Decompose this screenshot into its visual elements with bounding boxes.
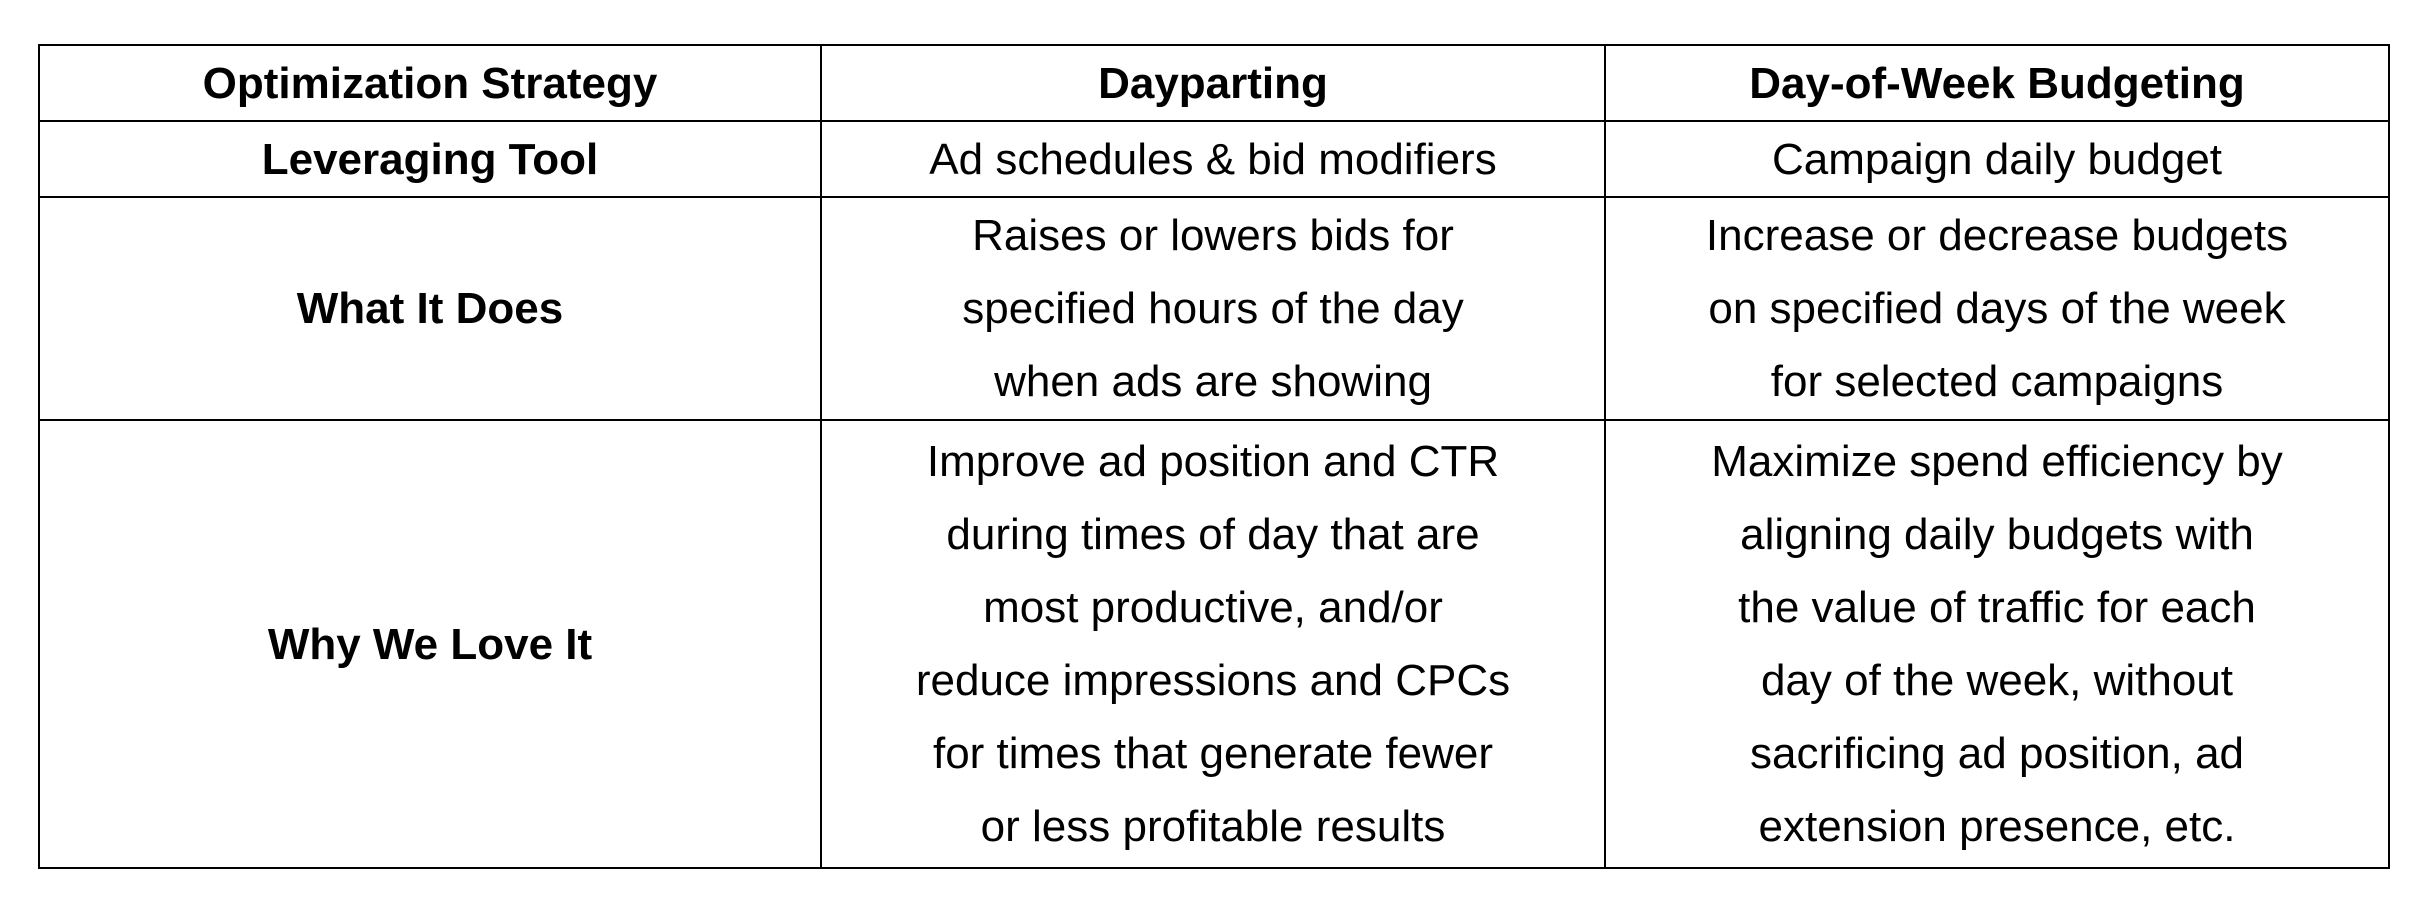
header-day-of-week-budgeting: Day-of-Week Budgeting <box>1605 45 2389 121</box>
cell-dayparting-tool: Ad schedules & bid modifiers <box>821 121 1605 196</box>
table-row <box>39 420 2389 868</box>
row-label-leveraging-tool: Leveraging Tool <box>39 121 821 196</box>
comparison-table <box>38 44 2390 869</box>
header-optimization-strategy: Optimization Strategy <box>39 45 821 121</box>
header-dayparting: Dayparting <box>821 45 1605 121</box>
cell-day-of-week-why-we-love-it: Maximize spend efficiency by aligning daily budgets with the value of traffic for each day of the week, without sacrificing ad position, ad extension presence, etc. <box>1605 420 2389 868</box>
cell-dayparting-what-it-does: Raises or lowers bids for specified hours of the day when ads are showing <box>821 197 1605 420</box>
cell-dayparting-why-we-love-it: Improve ad position and CTR during times of day that are most productive, and/or reduce impressions and CPCs for times that generate fewer or less profitable results <box>821 420 1605 868</box>
row-label-what-it-does: What It Does <box>39 197 821 420</box>
cell-day-of-week-tool: Campaign daily budget <box>1605 121 2389 196</box>
table-header-row <box>39 45 2389 121</box>
row-label-why-we-love-it: Why We Love It <box>39 420 821 868</box>
table-row <box>39 197 2389 420</box>
table-row <box>39 121 2389 196</box>
cell-day-of-week-what-it-does: Increase or decrease budgets on specified days of the week for selected campaigns <box>1605 197 2389 420</box>
